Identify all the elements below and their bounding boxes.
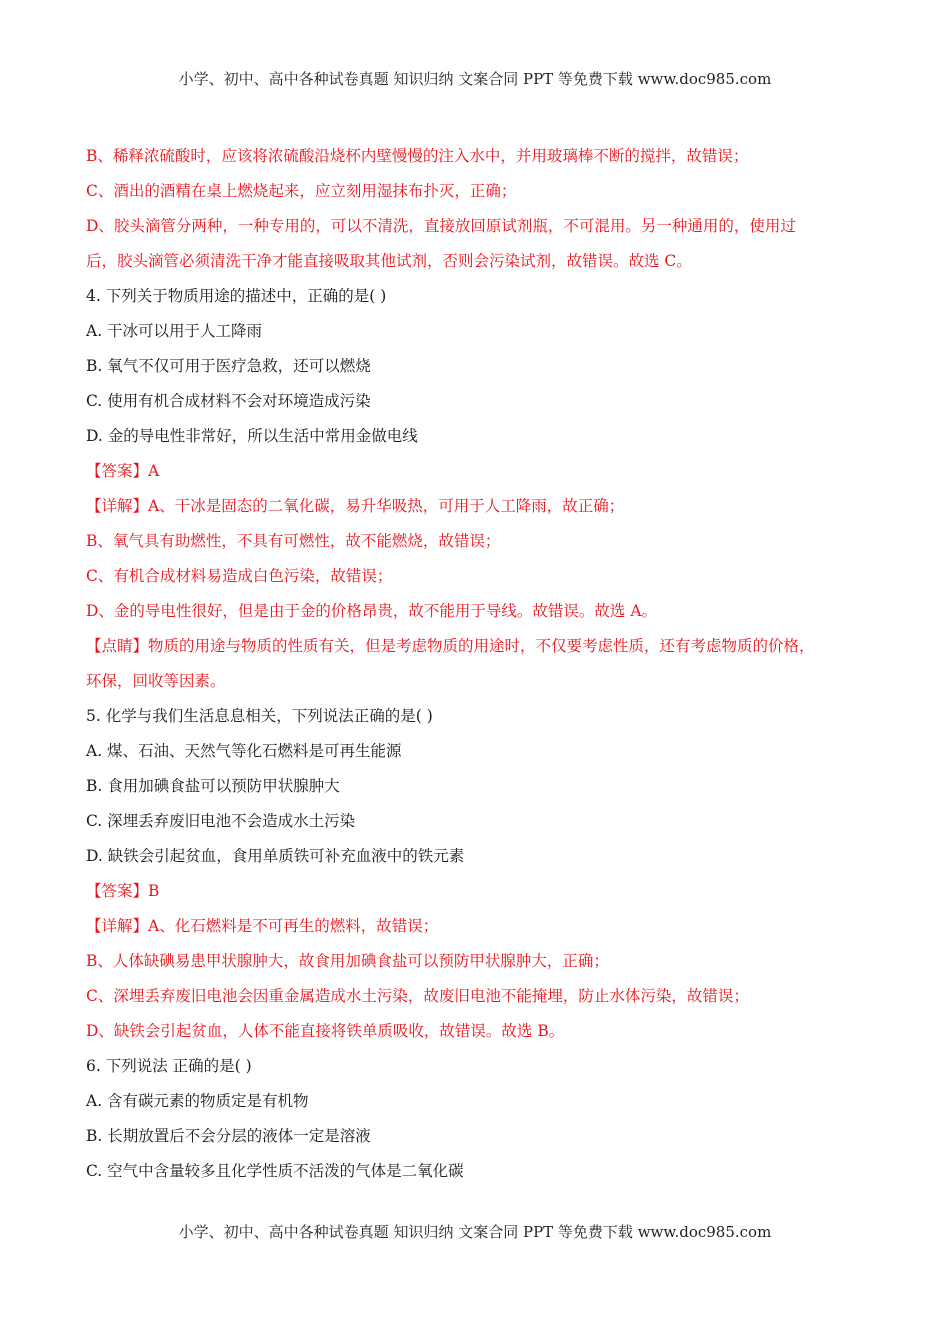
question-5-explanation: B、人体缺碘易患甲状腺肿大，故食用加碘食盐可以预防甲状腺肿大，正确； bbox=[86, 952, 609, 970]
text-line: 后，胶头滴管必须清洗干净才能直接吸取其他试剂，否则会污染试剂，故错误。故选 C。 bbox=[86, 252, 692, 270]
question-5-option-b: B. 食用加碘食盐可以预防甲状腺肿大 bbox=[86, 777, 340, 795]
question-4-stem: 4. 下列关于物质用途的描述中，正确的是( ) bbox=[86, 287, 387, 305]
question-5-answer: 【答案】B bbox=[86, 882, 160, 900]
question-4-explanation: C、有机合成材料易造成白色污染，故错误； bbox=[86, 567, 393, 585]
question-4-option-c: C. 使用有机合成材料不会对环境造成污染 bbox=[86, 392, 371, 410]
question-5-option-a: A. 煤、石油、天然气等化石燃料是可再生能源 bbox=[86, 742, 402, 760]
question-4-option-d: D. 金的导电性非常好，所以生活中常用金做电线 bbox=[86, 427, 418, 445]
text-line: D、胶头滴管分两种，一种专用的，可以不清洗，直接放回原试剂瓶，不可混用。另一种通用的，使用过 bbox=[86, 217, 796, 235]
question-6-option-b: B. 长期放置后不会分层的液体一定是溶液 bbox=[86, 1127, 371, 1145]
text-line: B、稀释浓硫酸时，应该将浓硫酸沿烧杯内壁慢慢的注入水中，并用玻璃棒不断的搅拌，故错误； bbox=[86, 147, 749, 165]
question-4-explanation: 【详解】A、干冰是固态的二氧化碳，易升华吸热，可用于人工降雨，故正确； bbox=[86, 497, 625, 515]
question-4-tip: 环保，回收等因素。 bbox=[86, 672, 226, 690]
page-footer: 小学、初中、高中各种试卷真题 知识归纳 文案合同 PPT 等免费下载 www.doc985.com bbox=[178, 1223, 772, 1241]
question-5-explanation: 【详解】A、化石燃料是不可再生的燃料，故错误； bbox=[86, 917, 439, 935]
page-header: 小学、初中、高中各种试卷真题 知识归纳 文案合同 PPT 等免费下载 www.doc985.com bbox=[178, 70, 772, 88]
question-4-explanation: B、氧气具有助燃性，不具有可燃性，故不能燃烧，故错误； bbox=[86, 532, 501, 550]
question-5-option-c: C. 深埋丢弃废旧电池不会造成水土污染 bbox=[86, 812, 356, 830]
text-line: C、酒出的酒精在桌上燃烧起来，应立刻用湿抹布扑灭，正确； bbox=[86, 182, 517, 200]
question-4-option-a: A. 干冰可以用于人工降雨 bbox=[86, 322, 263, 340]
question-5-explanation: C、深埋丢弃废旧电池会因重金属造成水土污染，故废旧电池不能掩埋，防止水体污染，故错误； bbox=[86, 987, 749, 1005]
question-5-explanation: D、缺铁会引起贫血，人体不能直接将铁单质吸收，故错误。故选 B。 bbox=[86, 1022, 565, 1040]
question-6-option-c: C. 空气中含量较多且化学性质不活泼的气体是二氧化碳 bbox=[86, 1162, 464, 1180]
question-6-stem: 6. 下列说法 正确的是( ) bbox=[86, 1057, 252, 1075]
question-5-option-d: D. 缺铁会引起贫血，食用单质铁可补充血液中的铁元素 bbox=[86, 847, 465, 865]
question-5-stem: 5. 化学与我们生活息息相关，下列说法正确的是( ) bbox=[86, 707, 433, 725]
question-4-explanation: D、金的导电性很好，但是由于金的价格昂贵，故不能用于导线。故错误。故选 A。 bbox=[86, 602, 658, 620]
document-body bbox=[86, 139, 876, 1189]
question-4-answer: 【答案】A bbox=[86, 462, 160, 480]
question-4-option-b: B. 氧气不仅可用于医疗急救，还可以燃烧 bbox=[86, 357, 371, 375]
question-4-tip: 【点睛】物质的用途与物质的性质有关，但是考虑物质的用途时，不仅要考虑性质，还有考虑物质的价格， bbox=[86, 637, 815, 655]
question-6-option-a: A. 含有碳元素的物质定是有机物 bbox=[86, 1092, 309, 1110]
